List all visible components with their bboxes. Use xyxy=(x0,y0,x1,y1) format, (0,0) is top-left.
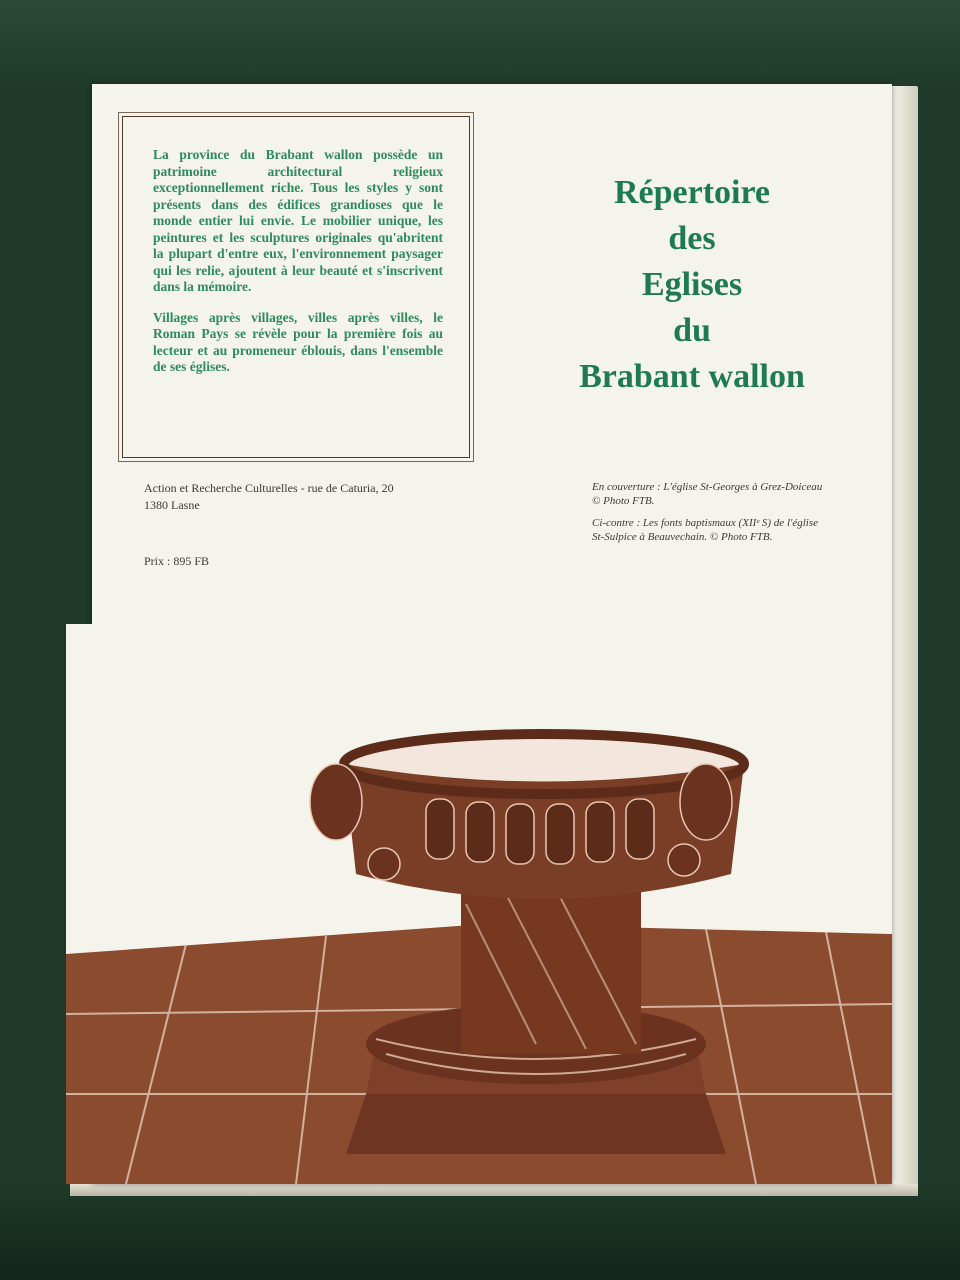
title-line-2: des xyxy=(668,220,716,257)
book-bottom-edge xyxy=(70,1184,918,1196)
intro-text-box xyxy=(122,116,470,458)
book-back-cover xyxy=(92,84,892,1184)
baptismal-font-photo xyxy=(66,624,892,1184)
publisher-info xyxy=(144,480,474,514)
photo-caption xyxy=(592,480,832,552)
book-title xyxy=(522,170,862,400)
intro-paragraph-2: Villages après villages, villes après villes, le Roman Pays se révèle pour la première fois au lecteur et au promeneur éblouis, dans l'ensemble de ses églises. xyxy=(153,309,443,374)
cover-credit: En couverture : L'église St-Georges à Grez-Doiceau © Photo FTB. xyxy=(592,481,823,507)
title-line-1: Répertoire xyxy=(613,174,771,211)
photo-credit: Ci-contre : Les fonts baptismaux (XIIᵉ S) de l'église St-Sulpice à Beauvechain. © Photo FTB. xyxy=(592,517,819,543)
price-label: Prix : 895 FB xyxy=(144,554,210,568)
title-line-3: Eglises xyxy=(641,266,743,303)
title-line-4: du xyxy=(673,312,711,349)
green-backdrop-top xyxy=(0,0,960,90)
intro-text xyxy=(153,147,443,390)
publisher-line-1: Action et Recherche Culturelles - rue de Caturia, 20 xyxy=(144,481,394,495)
title-line-5: Brabant wallon xyxy=(579,358,805,395)
intro-paragraph-1: La province du Brabant wallon possède un patrimoine architectural religieux exceptionnellement riche. Tous les styles y sont présents dans des édifices grandioses que le monde entier lui envie. Le mobilier unique, les peintures et les sculptures originales qu'abritent la plupart d'entre eux, l'environnement paysager qui les relie, ajoutent à leur beauté et s'inscrivent dans la mémoire. xyxy=(153,147,443,294)
publisher-line-2: 1380 Lasne xyxy=(144,498,200,512)
